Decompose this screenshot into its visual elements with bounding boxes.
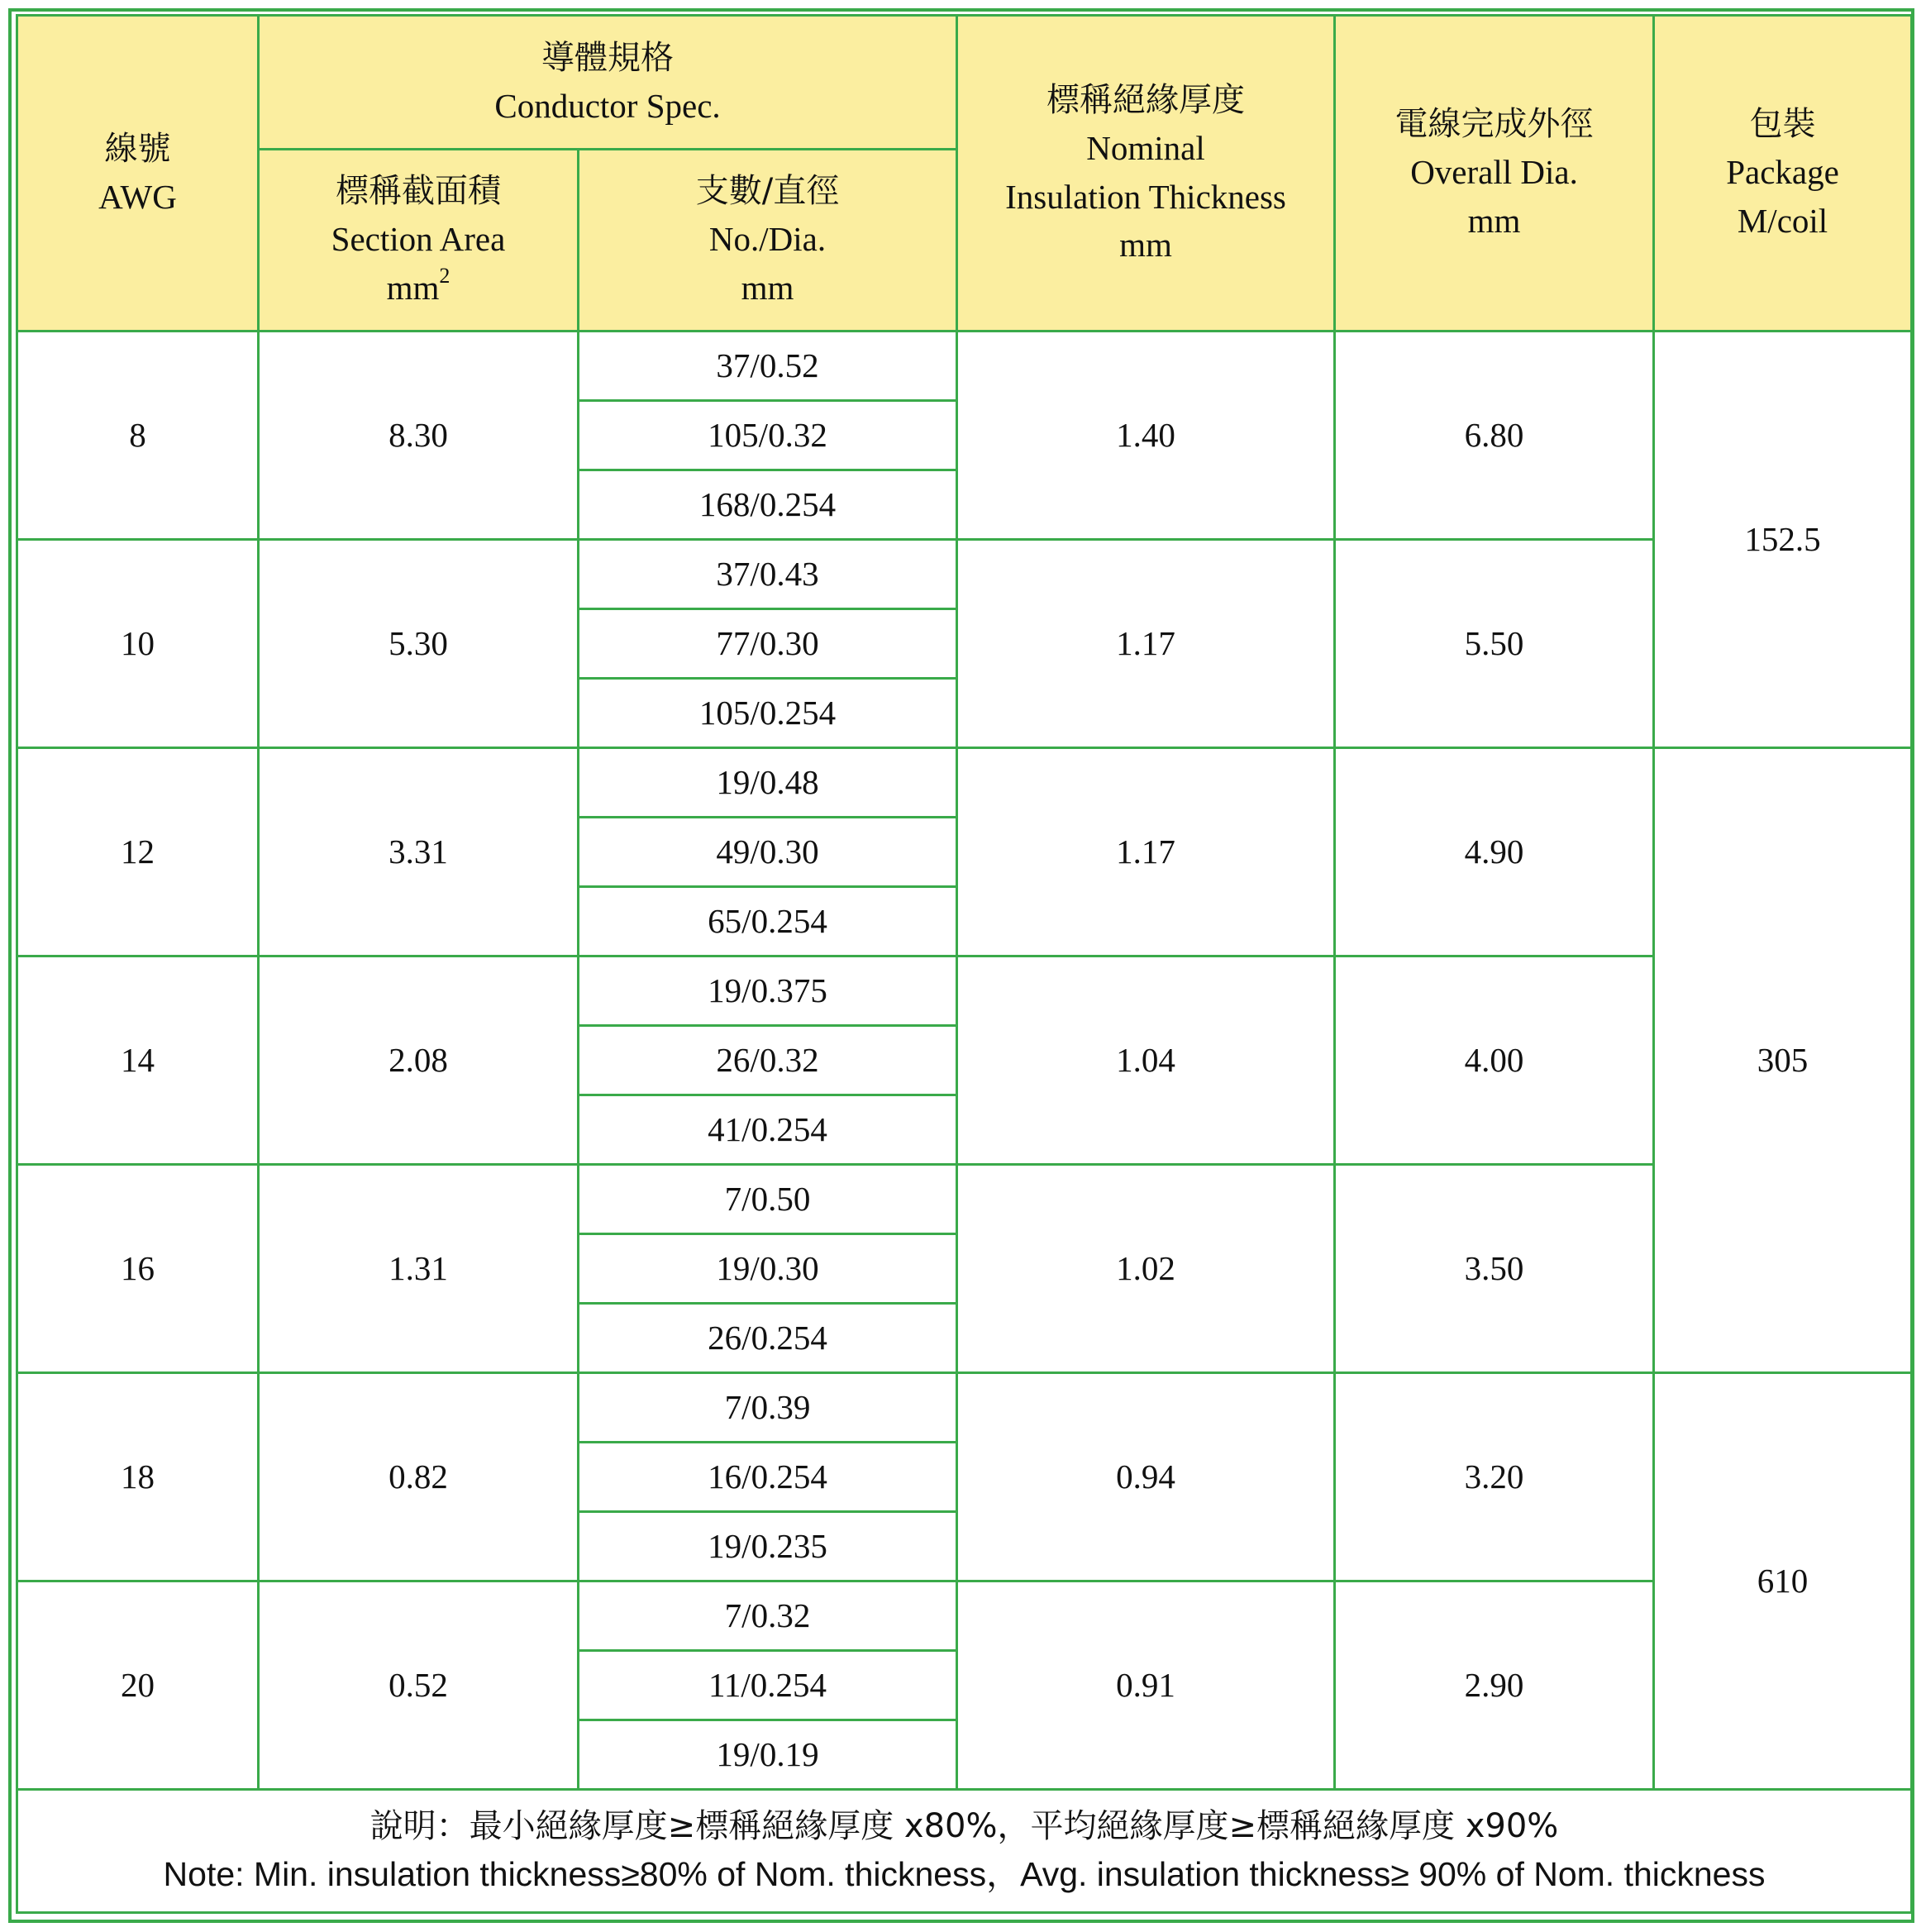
- strand-cell: 16/0.254: [579, 1443, 957, 1512]
- insulation-cell: 1.40: [957, 332, 1335, 540]
- awg-cell: 18: [17, 1373, 259, 1581]
- awg-cell: 10: [17, 540, 259, 748]
- section-area-cell: 2.08: [259, 956, 579, 1165]
- strand-cell: 7/0.50: [579, 1165, 957, 1234]
- insulation-cell: 1.02: [957, 1165, 1335, 1373]
- awg-cell: 14: [17, 956, 259, 1165]
- header-insulation-en1: Nominal: [1086, 129, 1205, 168]
- header-package-zh: 包裝: [1749, 105, 1816, 144]
- package-cell: 152.5: [1654, 332, 1912, 748]
- strand-cell: 37/0.43: [579, 540, 957, 609]
- insulation-cell: 1.17: [957, 748, 1335, 956]
- section-area-cell: 8.30: [259, 332, 579, 540]
- header-strand-en: No./Dia.: [708, 220, 827, 259]
- strand-cell: 19/0.19: [579, 1720, 957, 1790]
- header-conductor-en: Conductor Spec.: [494, 86, 721, 125]
- strand-cell: 19/0.48: [579, 748, 957, 818]
- package-cell: 305: [1654, 748, 1912, 1373]
- insulation-cell: 0.91: [957, 1581, 1335, 1790]
- insulation-cell: 0.94: [957, 1373, 1335, 1581]
- header-awg-en: AWG: [98, 177, 177, 216]
- header-package-en: Package: [1726, 153, 1839, 192]
- strand-cell: 37/0.52: [579, 332, 957, 401]
- strand-cell: 105/0.32: [579, 401, 957, 470]
- package-cell: 610: [1654, 1373, 1912, 1790]
- overall-dia-cell: 6.80: [1335, 332, 1654, 540]
- header-section-area-zh: 標稱截面積: [336, 172, 501, 211]
- header-overall-en: Overall Dia.: [1410, 153, 1578, 192]
- strand-cell: 65/0.254: [579, 887, 957, 956]
- strand-cell: 41/0.254: [579, 1095, 957, 1165]
- note-cell: [17, 1790, 1912, 1913]
- strand-cell: 26/0.254: [579, 1304, 957, 1373]
- section-area-cell: 3.31: [259, 748, 579, 956]
- overall-dia-cell: 5.50: [1335, 540, 1654, 748]
- header-overall: [1335, 16, 1654, 332]
- header-insulation: [957, 16, 1335, 332]
- note-en: Note: Min. insulation thickness≥80% of Nom. thickness，Avg. insulation thickness≥ 90% of Nom. thickness: [163, 1855, 1766, 1894]
- header-section-area: [259, 150, 579, 332]
- header-overall-zh: 電線完成外徑: [1394, 105, 1594, 144]
- header-insulation-unit: mm: [1119, 226, 1172, 265]
- header-package: [1654, 16, 1912, 332]
- awg-cell: 20: [17, 1581, 259, 1790]
- wire-spec-table: [16, 14, 1913, 1914]
- header-package-unit: M/coil: [1737, 202, 1828, 241]
- note-zh: 說明：最小絕緣厚度≥標稱絕緣厚度 x80%，平均絕緣厚度≥標稱絕緣厚度 x90%: [369, 1807, 1559, 1846]
- header-strand: [579, 150, 957, 332]
- strand-cell: 11/0.254: [579, 1651, 957, 1720]
- strand-cell: 19/0.375: [579, 956, 957, 1026]
- awg-cell: 16: [17, 1165, 259, 1373]
- header-insulation-en2: Insulation Thickness: [1005, 177, 1286, 216]
- section-area-cell: 0.82: [259, 1373, 579, 1581]
- header-section-area-unit: $mm^2$: [386, 264, 451, 308]
- insulation-cell: 1.04: [957, 956, 1335, 1165]
- header-conductor-zh: 導體規格: [541, 38, 674, 77]
- overall-dia-cell: 4.00: [1335, 956, 1654, 1165]
- strand-cell: 7/0.32: [579, 1581, 957, 1651]
- strand-cell: 19/0.30: [579, 1234, 957, 1304]
- overall-dia-cell: 4.90: [1335, 748, 1654, 956]
- section-area-cell: 1.31: [259, 1165, 579, 1373]
- awg-cell: 12: [17, 748, 259, 956]
- strand-cell: 49/0.30: [579, 818, 957, 887]
- unit-superscript: 2: [439, 264, 451, 289]
- strand-cell: 7/0.39: [579, 1373, 957, 1443]
- header-awg-zh: 線號: [104, 129, 171, 168]
- strand-cell: 77/0.30: [579, 609, 957, 679]
- section-area-cell: 5.30: [259, 540, 579, 748]
- header-strand-zh: 支數/直徑: [695, 172, 840, 211]
- strand-cell: 105/0.254: [579, 679, 957, 748]
- overall-dia-cell: 2.90: [1335, 1581, 1654, 1790]
- section-area-cell: 0.52: [259, 1581, 579, 1790]
- strand-cell: 19/0.235: [579, 1512, 957, 1581]
- strand-cell: 168/0.254: [579, 470, 957, 540]
- awg-cell: 8: [17, 332, 259, 540]
- header-overall-unit: mm: [1467, 202, 1521, 241]
- header-insulation-zh: 標稱絕緣厚度: [1046, 80, 1246, 119]
- header-awg: [17, 16, 259, 332]
- overall-dia-cell: 3.50: [1335, 1165, 1654, 1373]
- insulation-cell: 1.17: [957, 540, 1335, 748]
- strand-cell: 26/0.32: [579, 1026, 957, 1095]
- header-strand-unit: mm: [741, 269, 794, 308]
- header-section-area-en: Section Area: [331, 220, 506, 259]
- overall-dia-cell: 3.20: [1335, 1373, 1654, 1581]
- header-conductor: [259, 16, 957, 150]
